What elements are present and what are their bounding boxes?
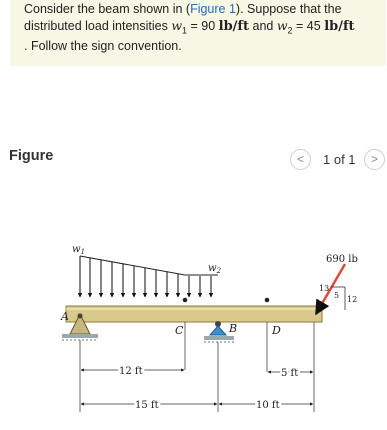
point-D-label: D <box>272 324 281 337</box>
w1-subscript: 1 <box>182 25 188 35</box>
w1-value: = 90 <box>187 18 219 33</box>
force-690-label: 690 lb <box>326 254 358 265</box>
w1-diagram-label: $w_1$ <box>72 244 86 256</box>
slope-12-label: 12 <box>347 295 358 304</box>
w2-unit: lb/ft <box>324 18 355 34</box>
point-A-label: A <box>61 310 69 323</box>
chevron-left-icon: < <box>296 152 304 166</box>
w2-diagram-label: $w_2$ <box>208 263 222 275</box>
slope-5-label: 5 <box>334 291 340 300</box>
figure-counter: 1 of 1 <box>323 152 356 167</box>
point-B-label: B <box>229 322 238 335</box>
dim-12ft-label: 12 ft <box>119 366 143 377</box>
w2-symbol: w <box>276 17 288 33</box>
point-C-marker <box>183 298 188 303</box>
question-line1: Consider the beam shown in ( <box>24 2 191 16</box>
w2-subscript: 2 <box>287 25 293 35</box>
distributed-load-arrows <box>80 256 211 297</box>
figure-heading: Figure <box>9 148 54 164</box>
dim-5ft-label: 5 ft <box>281 368 299 379</box>
point-D-marker <box>265 298 270 303</box>
figure-link[interactable]: Figure 1 <box>190 2 236 16</box>
and-text: and <box>249 18 277 33</box>
w2-value: = 45 <box>292 18 325 33</box>
w1-symbol: w <box>171 17 183 33</box>
dim-15ft-label: 15 ft <box>135 400 159 411</box>
chevron-right-icon: > <box>370 152 378 166</box>
point-C-label: C <box>175 324 184 337</box>
question-line3: . Follow the sign convention. <box>24 38 182 53</box>
slope-13-label: 13 <box>319 284 330 293</box>
w1-unit: lb/ft <box>218 18 250 34</box>
question-line2: distributed load intensities <box>24 18 172 33</box>
dim-10ft-label: 10 ft <box>256 400 280 411</box>
question-line1-end: ). Suppose that the <box>235 2 342 16</box>
